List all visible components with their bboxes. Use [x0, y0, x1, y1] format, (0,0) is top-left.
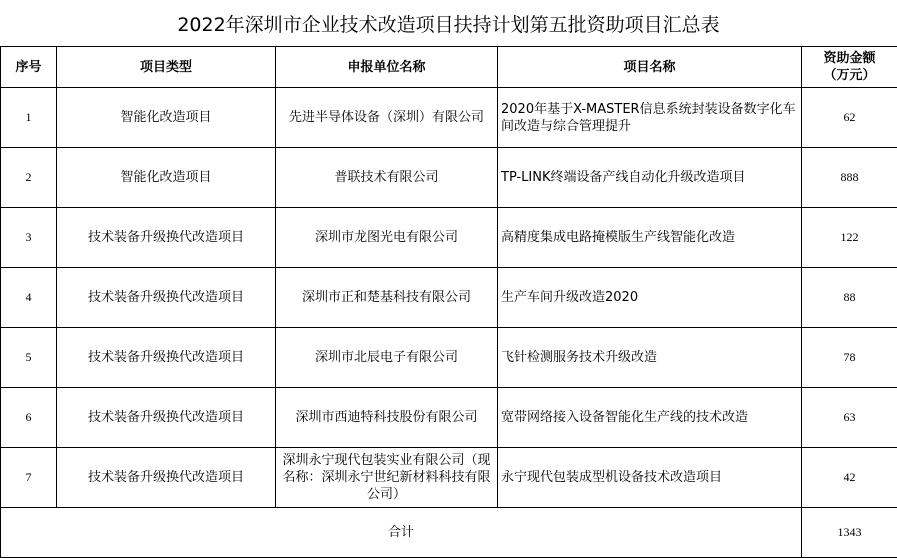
cell-seq[interactable]: 5 [1, 328, 57, 388]
cell-type[interactable]: 技术装备升级换代改造项目 [57, 208, 276, 268]
table-row [1, 148, 897, 208]
cell-seq[interactable]: 4 [1, 268, 57, 328]
cell-seq[interactable]: 2 [1, 148, 57, 208]
cell-amount[interactable]: 62 [802, 88, 897, 148]
cell-type[interactable]: 技术装备升级换代改造项目 [57, 448, 276, 508]
cell-amount[interactable]: 63 [802, 388, 897, 448]
cell-seq[interactable]: 1 [1, 88, 57, 148]
total-row [1, 508, 897, 558]
header-project[interactable]: 项目名称 [498, 47, 802, 88]
total-label[interactable]: 合计 [1, 508, 802, 558]
cell-unit[interactable]: 普联技术有限公司 [276, 148, 498, 208]
cell-type[interactable]: 技术装备升级换代改造项目 [57, 328, 276, 388]
funding-summary-table [0, 46, 897, 558]
header-amount-line1: 资助金额 [805, 50, 894, 67]
table-row [1, 88, 897, 148]
table-row [1, 208, 897, 268]
cell-unit[interactable]: 深圳市西迪特科技股份有限公司 [276, 388, 498, 448]
cell-amount[interactable]: 122 [802, 208, 897, 268]
cell-project[interactable]: 生产车间升级改造2020 [498, 268, 802, 328]
table-row [1, 448, 897, 508]
cell-unit[interactable]: 深圳市龙图光电有限公司 [276, 208, 498, 268]
header-seq[interactable]: 序号 [1, 47, 57, 88]
cell-amount[interactable]: 78 [802, 328, 897, 388]
cell-unit[interactable]: 先进半导体设备（深圳）有限公司 [276, 88, 498, 148]
cell-amount[interactable]: 88 [802, 268, 897, 328]
cell-project[interactable]: 高精度集成电路掩模版生产线智能化改造 [498, 208, 802, 268]
cell-project[interactable]: TP-LINK终端设备产线自动化升级改造项目 [498, 148, 802, 208]
cell-type[interactable]: 智能化改造项目 [57, 148, 276, 208]
cell-type[interactable]: 技术装备升级换代改造项目 [57, 268, 276, 328]
table-title: 2022年深圳市企业技术改造项目扶持计划第五批资助项目汇总表 [0, 0, 897, 46]
header-row [1, 47, 897, 88]
cell-unit[interactable]: 深圳市北辰电子有限公司 [276, 328, 498, 388]
header-type[interactable]: 项目类型 [57, 47, 276, 88]
header-amount[interactable] [802, 47, 897, 88]
cell-unit[interactable]: 深圳永宁现代包装实业有限公司（现名称：深圳永宁世纪新材料科技有限公司） [276, 448, 498, 508]
cell-amount[interactable]: 888 [802, 148, 897, 208]
cell-type[interactable]: 智能化改造项目 [57, 88, 276, 148]
cell-unit[interactable]: 深圳市正和楚基科技有限公司 [276, 268, 498, 328]
table-row [1, 328, 897, 388]
cell-amount[interactable]: 42 [802, 448, 897, 508]
cell-project[interactable]: 飞针检测服务技术升级改造 [498, 328, 802, 388]
cell-type[interactable]: 技术装备升级换代改造项目 [57, 388, 276, 448]
header-unit[interactable]: 申报单位名称 [276, 47, 498, 88]
table-row [1, 388, 897, 448]
cell-project[interactable]: 永宁现代包装成型机设备技术改造项目 [498, 448, 802, 508]
cell-project[interactable]: 宽带网络接入设备智能化生产线的技术改造 [498, 388, 802, 448]
cell-seq[interactable]: 6 [1, 388, 57, 448]
table-row [1, 268, 897, 328]
total-amount[interactable]: 1343 [802, 508, 897, 558]
cell-project[interactable]: 2020年基于X-MASTER信息系统封装设备数字化车间改造与综合管理提升 [498, 88, 802, 148]
cell-seq[interactable]: 7 [1, 448, 57, 508]
header-amount-line2: （万元） [805, 67, 894, 84]
cell-seq[interactable]: 3 [1, 208, 57, 268]
